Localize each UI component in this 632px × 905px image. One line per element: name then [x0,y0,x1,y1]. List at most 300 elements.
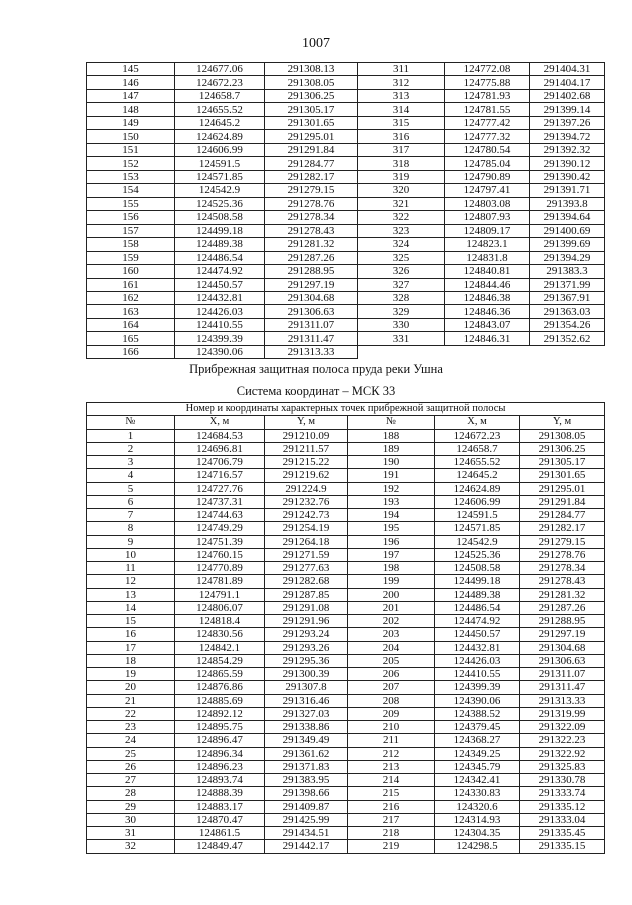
table-cell: 291306.25 [520,442,605,455]
table-cell: 291301.65 [520,469,605,482]
table-cell: 124426.03 [175,305,265,318]
coordinate-system-label: Система координат – МСК 33 [236,384,396,398]
buffer-zone-table-body [87,429,605,853]
table-cell: 124474.92 [175,265,265,278]
table-row [87,157,605,170]
table-cell: 291363.03 [530,305,605,318]
table-cell: 207 [348,681,435,694]
table-cell: 124760.15 [175,548,265,561]
table-cell: 291291.84 [520,495,605,508]
table-cell: 124499.18 [435,575,520,588]
table-cell: 329 [358,305,445,318]
table-cell: 124474.92 [435,615,520,628]
table-cell: 291282.17 [265,170,358,183]
table-cell [358,345,445,358]
table-cell: 124896.34 [175,747,265,760]
table-cell: 291278.43 [520,575,605,588]
table-cell: 152 [87,157,175,170]
table-title-row [87,403,605,416]
table-cell: 5 [87,482,175,495]
table-cell: 124780.54 [445,143,530,156]
table-cell: 124624.89 [435,482,520,495]
table-cell: 330 [358,318,445,331]
table-cell: 291210.09 [265,429,348,442]
table-cell: 291327.03 [265,707,348,720]
table-cell: 291371.99 [530,278,605,291]
table-cell: 291242.73 [265,509,348,522]
table-cell: 124727.76 [175,482,265,495]
table-cell: 291434.51 [265,827,348,840]
table-cell: 291319.99 [520,707,605,720]
table-cell [530,345,605,358]
table-cell: 291306.63 [265,305,358,318]
table-cell: 291335.15 [520,840,605,853]
table-cell: 291338.86 [265,721,348,734]
table-cell: 124785.04 [445,157,530,170]
table-cell: 124450.57 [175,278,265,291]
table-cell: 188 [348,429,435,442]
table-row [87,429,605,442]
table-cell: 291325.83 [520,760,605,773]
table-cell: 20 [87,681,175,694]
table-cell: 124844.46 [445,278,530,291]
table-cell: 291279.15 [265,184,358,197]
table-cell: 215 [348,787,435,800]
table-cell: 162 [87,291,175,304]
table-cell: 325 [358,251,445,264]
table-row [87,63,605,76]
table-cell: 199 [348,575,435,588]
table-row [87,535,605,548]
table-cell: 7 [87,509,175,522]
table-cell: 213 [348,760,435,773]
table-cell: 291367.91 [530,291,605,304]
table-cell: 291399.69 [530,238,605,251]
table-row [87,760,605,773]
table-cell: 156 [87,211,175,224]
table-cell: 315 [358,116,445,129]
table-cell: 291278.34 [520,562,605,575]
table-cell: 124781.93 [445,89,530,102]
table-cell: 124843.07 [445,318,530,331]
table-cell: 291279.15 [520,535,605,548]
table-cell: 124390.06 [175,345,265,358]
table-cell: 124606.99 [175,143,265,156]
table-row [87,548,605,561]
table-row [87,787,605,800]
table-cell: 291232.76 [265,495,348,508]
table-cell: 8 [87,522,175,535]
table-row [87,800,605,813]
table-cell: 124410.55 [175,318,265,331]
table-cell: 9 [87,535,175,548]
table-row [87,641,605,654]
column-header-y: Y, м [265,416,348,429]
table-cell: 291371.83 [265,760,348,773]
table-cell: 291305.17 [265,103,358,116]
table-row [87,721,605,734]
table-cell: 124846.38 [445,291,530,304]
table-cell: 317 [358,143,445,156]
table-cell: 2 [87,442,175,455]
table-cell: 124672.23 [175,76,265,89]
table-cell: 146 [87,76,175,89]
table-cell: 124379.45 [435,721,520,734]
table-cell: 197 [348,548,435,561]
table-cell: 14 [87,601,175,614]
column-header-x: X, м [175,416,265,429]
table-cell: 124390.06 [435,694,520,707]
table-cell: 124737.31 [175,495,265,508]
table-cell: 321 [358,197,445,210]
table-cell: 124499.18 [175,224,265,237]
table-cell: 218 [348,827,435,840]
table-cell: 4 [87,469,175,482]
table-cell: 210 [348,721,435,734]
table-cell: 318 [358,157,445,170]
table-cell: 323 [358,224,445,237]
table-cell: 124842.1 [175,641,265,654]
table-cell: 15 [87,615,175,628]
table-cell: 150 [87,130,175,143]
table-cell: 124896.23 [175,760,265,773]
table-cell: 216 [348,800,435,813]
table-cell: 291288.95 [520,615,605,628]
table-cell: 311 [358,63,445,76]
table-cell: 149 [87,116,175,129]
table-title: Номер и координаты характерных точек прибрежной защитной полосы [87,403,605,416]
table-cell: 291278.43 [265,224,358,237]
coordinates-table-body [87,63,605,359]
table-cell: 291284.77 [265,157,358,170]
table-cell: 124772.08 [445,63,530,76]
table-cell: 124486.54 [435,601,520,614]
table-cell: 192 [348,482,435,495]
table-cell: 124809.17 [445,224,530,237]
table-cell: 151 [87,143,175,156]
column-header-y: Y, м [520,416,605,429]
table-cell: 124885.69 [175,694,265,707]
table-cell: 124571.85 [175,170,265,183]
table-cell: 3 [87,456,175,469]
table-cell: 124803.08 [445,197,530,210]
table-row [87,707,605,720]
table-row [87,184,605,197]
coordinates-table-continued [86,62,605,359]
table-cell: 191 [348,469,435,482]
table-row [87,482,605,495]
table-row [87,509,605,522]
table-cell: 291330.78 [520,774,605,787]
table-row [87,345,605,358]
table-cell: 124432.81 [435,641,520,654]
table-cell: 319 [358,170,445,183]
table-cell: 16 [87,628,175,641]
table-cell: 124777.42 [445,116,530,129]
table-cell: 124831.8 [445,251,530,264]
table-cell: 291333.04 [520,813,605,826]
table-cell: 291390.42 [530,170,605,183]
table-row [87,318,605,331]
table-cell: 291361.62 [265,747,348,760]
table-cell: 124696.81 [175,442,265,455]
table-cell: 11 [87,562,175,575]
table-header-row [87,416,605,429]
table-cell: 124314.93 [435,813,520,826]
table-row [87,469,605,482]
table-cell: 124349.25 [435,747,520,760]
table-row [87,332,605,345]
table-cell: 17 [87,641,175,654]
table-cell: 198 [348,562,435,575]
table-row [87,615,605,628]
table-cell: 291284.77 [520,509,605,522]
table-cell: 291352.62 [530,332,605,345]
table-cell: 291254.19 [265,522,348,535]
table-cell: 124806.07 [175,601,265,614]
table-cell: 214 [348,774,435,787]
table-cell: 291313.33 [265,345,358,358]
table-cell: 291219.62 [265,469,348,482]
table-cell: 124658.7 [435,442,520,455]
table-cell: 124399.39 [175,332,265,345]
table-cell: 26 [87,760,175,773]
table-cell: 124870.47 [175,813,265,826]
table-cell: 217 [348,813,435,826]
table-cell: 124624.89 [175,130,265,143]
table-cell: 124895.75 [175,721,265,734]
table-cell: 189 [348,442,435,455]
table-row [87,588,605,601]
table-cell: 124591.5 [175,157,265,170]
table-cell: 18 [87,654,175,667]
table-cell: 291278.34 [265,211,358,224]
table-cell: 291390.12 [530,157,605,170]
table-cell: 19 [87,668,175,681]
table-cell: 147 [87,89,175,102]
table-cell: 124854.29 [175,654,265,667]
table-cell: 291300.39 [265,668,348,681]
column-header-number: № [87,416,175,429]
table-cell: 291277.63 [265,562,348,575]
table-cell: 291295.01 [520,482,605,495]
table-row [87,575,605,588]
table-row [87,522,605,535]
table-cell: 291383.95 [265,774,348,787]
table-cell: 291281.32 [520,588,605,601]
table-cell: 204 [348,641,435,654]
table-cell: 124775.88 [445,76,530,89]
table-cell: 313 [358,89,445,102]
table-row [87,747,605,760]
table-cell: 124655.52 [175,103,265,116]
table-cell: 124677.06 [175,63,265,76]
table-cell: 291393.8 [530,197,605,210]
table-row [87,211,605,224]
table-cell: 124706.79 [175,456,265,469]
table-row [87,251,605,264]
table-cell: 205 [348,654,435,667]
table-cell: 124542.9 [435,535,520,548]
table-cell: 6 [87,495,175,508]
table-cell: 124749.29 [175,522,265,535]
table-cell: 291287.26 [265,251,358,264]
table-cell: 10 [87,548,175,561]
table-row [87,305,605,318]
table-cell: 291391.71 [530,184,605,197]
table-cell: 291316.46 [265,694,348,707]
table-cell: 291322.23 [520,734,605,747]
table-cell: 291287.85 [265,588,348,601]
table-cell: 196 [348,535,435,548]
table-cell: 124345.79 [435,760,520,773]
table-cell: 124432.81 [175,291,265,304]
page-number: 1007 [302,36,330,51]
table-row [87,278,605,291]
table-cell: 291278.76 [520,548,605,561]
table-row [87,143,605,156]
table-cell: 23 [87,721,175,734]
column-header-number: № [348,416,435,429]
table-cell: 161 [87,278,175,291]
table-cell: 291322.09 [520,721,605,734]
table-cell: 219 [348,840,435,853]
table-cell: 124330.83 [435,787,520,800]
table-cell: 291308.05 [265,76,358,89]
table-row [87,654,605,667]
table-cell: 291398.66 [265,787,348,800]
table-cell: 148 [87,103,175,116]
table-cell: 291397.26 [530,116,605,129]
table-cell: 124830.56 [175,628,265,641]
table-cell: 124781.55 [445,103,530,116]
table-row [87,562,605,575]
table-row [87,238,605,251]
table-cell: 203 [348,628,435,641]
table-cell: 291306.25 [265,89,358,102]
table-cell: 124781.89 [175,575,265,588]
table-cell: 124320.6 [435,800,520,813]
table-cell: 124770.89 [175,562,265,575]
table-row [87,76,605,89]
table-cell: 159 [87,251,175,264]
table-cell: 124486.54 [175,251,265,264]
table-cell: 291264.18 [265,535,348,548]
table-row [87,103,605,116]
table-cell [445,345,530,358]
table-cell: 154 [87,184,175,197]
table-cell: 124298.5 [435,840,520,853]
table-cell: 124489.38 [175,238,265,251]
table-cell: 21 [87,694,175,707]
table-cell: 291349.49 [265,734,348,747]
table-cell: 124846.36 [445,305,530,318]
table-cell: 124672.23 [435,429,520,442]
table-cell: 316 [358,130,445,143]
table-cell: 291297.19 [520,628,605,641]
table-cell: 28 [87,787,175,800]
table-cell: 124525.36 [435,548,520,561]
table-cell: 291311.07 [520,668,605,681]
table-cell: 195 [348,522,435,535]
table-cell: 291383.3 [530,265,605,278]
table-cell: 124790.89 [445,170,530,183]
table-cell: 291400.69 [530,224,605,237]
table-cell: 124896.47 [175,734,265,747]
table-cell: 291281.32 [265,238,358,251]
table-row [87,170,605,183]
table-cell: 291293.24 [265,628,348,641]
table-row [87,495,605,508]
table-cell: 291311.07 [265,318,358,331]
table-cell: 124508.58 [175,211,265,224]
table-cell: 124388.52 [435,707,520,720]
table-cell: 124525.36 [175,197,265,210]
table-row [87,668,605,681]
table-cell: 124777.32 [445,130,530,143]
table-cell: 322 [358,211,445,224]
table-cell: 291322.92 [520,747,605,760]
table-cell: 201 [348,601,435,614]
table-cell: 202 [348,615,435,628]
table-cell: 12 [87,575,175,588]
table-cell: 291404.31 [530,63,605,76]
table-cell: 25 [87,747,175,760]
table-cell: 124876.86 [175,681,265,694]
table-cell: 27 [87,774,175,787]
table-cell: 291291.08 [265,601,348,614]
table-row [87,628,605,641]
table-cell: 155 [87,197,175,210]
table-cell: 291304.68 [520,641,605,654]
table-cell: 291313.33 [520,694,605,707]
table-cell: 291402.68 [530,89,605,102]
table-cell: 193 [348,495,435,508]
table-cell: 32 [87,840,175,853]
table-row [87,442,605,455]
table-row [87,694,605,707]
table-row [87,681,605,694]
table-cell: 158 [87,238,175,251]
table-cell: 291305.17 [520,456,605,469]
table-cell: 291295.01 [265,130,358,143]
table-cell: 124426.03 [435,654,520,667]
table-cell: 291409.87 [265,800,348,813]
table-row [87,224,605,237]
table-cell: 124791.1 [175,588,265,601]
table-cell: 208 [348,694,435,707]
table-cell: 291293.26 [265,641,348,654]
table-cell: 124807.93 [445,211,530,224]
table-cell: 24 [87,734,175,747]
table-cell: 291392.32 [530,143,605,156]
table-cell: 124893.74 [175,774,265,787]
table-cell: 124797.41 [445,184,530,197]
table-cell: 157 [87,224,175,237]
table-cell: 291425.99 [265,813,348,826]
table-cell: 291287.26 [520,601,605,614]
table-cell: 320 [358,184,445,197]
table-cell: 291306.63 [520,654,605,667]
table-row [87,116,605,129]
table-cell: 211 [348,734,435,747]
table-cell: 153 [87,170,175,183]
table-cell: 324 [358,238,445,251]
table-cell: 124410.55 [435,668,520,681]
table-row [87,827,605,840]
table-cell: 124684.53 [175,429,265,442]
table-cell: 124508.58 [435,562,520,575]
